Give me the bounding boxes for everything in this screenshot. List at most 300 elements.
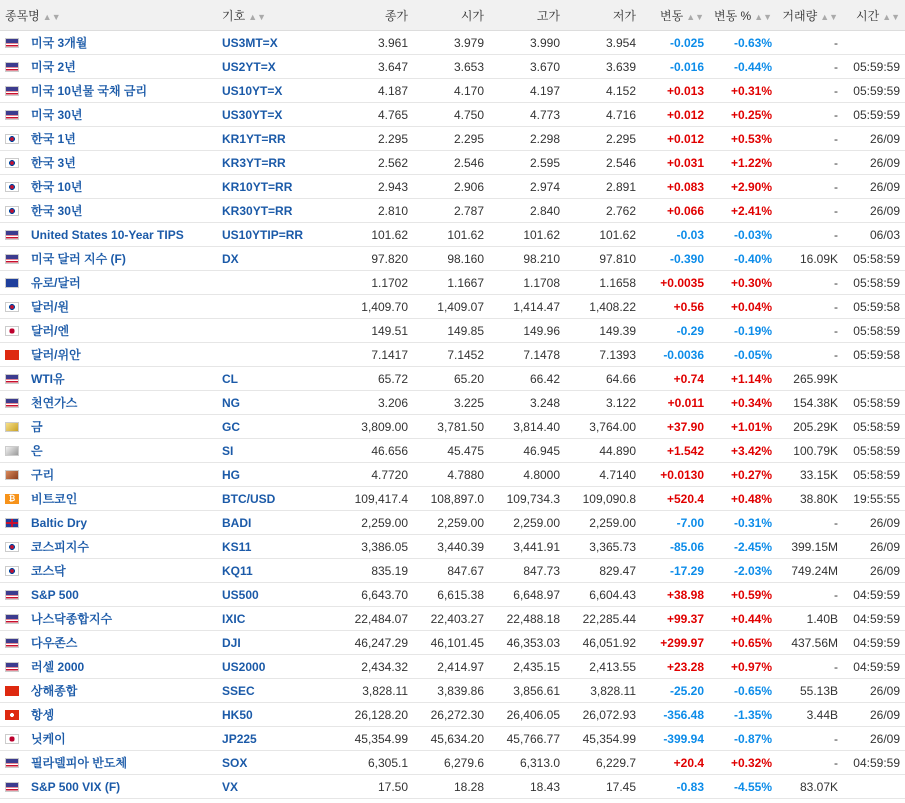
instrument-name-link[interactable]: 필라델피아 반도체 [31,756,128,770]
volume-cell: - [777,79,843,103]
flag-cell [0,175,26,199]
table-row[interactable] [0,31,905,55]
instrument-name-link[interactable]: 러셀 2000 [31,660,85,674]
instrument-name-link[interactable]: 미국 달러 지수 (F) [31,252,126,266]
symbol-link[interactable]: HK50 [222,707,253,722]
open-cell: 6,615.38 [413,583,489,607]
col-header-change-pct[interactable] [709,0,777,31]
instrument-name-cell [26,247,217,271]
instrument-name-link[interactable]: 달러/엔 [31,324,70,338]
close-cell: 2,259.00 [327,511,413,535]
instrument-name-link[interactable]: 유로/달러 [31,276,81,290]
high-cell: 2.595 [489,151,565,175]
volume-cell: 399.15M [777,535,843,559]
copper-icon [5,470,19,480]
change-pct-cell: -0.05% [709,343,777,367]
table-row[interactable] [0,463,905,487]
col-header-name-label: 종목명 [5,8,40,23]
close-cell: 7.1417 [327,343,413,367]
low-cell: 7.1393 [565,343,641,367]
change-pct-cell: +1.14% [709,367,777,391]
symbol-link[interactable]: KR30YT=RR [222,203,293,218]
time-cell: 04:59:59 [843,607,905,631]
low-cell: 64.66 [565,367,641,391]
col-header-symbol[interactable] [217,0,327,31]
symbol-cell [217,319,327,343]
table-row[interactable] [0,103,905,127]
kr-flag-icon [5,542,19,552]
symbol-cell [217,607,327,631]
volume-cell: - [777,343,843,367]
table-row[interactable] [0,391,905,415]
open-cell: 1,409.07 [413,295,489,319]
instrument-name-link[interactable]: 미국 10년물 국채 금리 [31,84,148,98]
change-pct-cell: -0.40% [709,247,777,271]
high-cell: 2,435.15 [489,655,565,679]
table-row[interactable] [0,223,905,247]
symbol-cell [217,559,327,583]
table-row[interactable] [0,583,905,607]
instrument-name-link[interactable]: 미국 30년 [31,108,83,122]
close-cell: 4.187 [327,79,413,103]
high-cell: 2.840 [489,199,565,223]
symbol-link[interactable]: SSEC [222,683,255,698]
sort-icon[interactable]: ▲▼ [248,11,267,22]
instrument-name-cell [26,295,217,319]
time-cell: 05:58:59 [843,439,905,463]
volume-cell: - [777,103,843,127]
low-cell: 2.762 [565,199,641,223]
open-cell: 46,101.45 [413,631,489,655]
open-cell: 108,897.0 [413,487,489,511]
change-cell: +0.031 [641,151,709,175]
volume-cell: 33.15K [777,463,843,487]
instrument-name-link[interactable]: 한국 3년 [31,156,76,170]
hk-flag-icon [5,710,19,720]
instrument-name-link[interactable]: 달러/원 [31,300,70,314]
close-cell: 65.72 [327,367,413,391]
volume-cell: 265.99K [777,367,843,391]
change-cell: +38.98 [641,583,709,607]
close-cell: 22,484.07 [327,607,413,631]
instrument-name-link[interactable]: 한국 10년 [31,180,83,194]
open-cell: 45,634.20 [413,727,489,751]
symbol-link[interactable]: KR3YT=RR [222,155,286,170]
instrument-name-link[interactable]: 은 [31,444,43,458]
symbol-link[interactable]: IXIC [222,611,246,626]
time-cell: 05:58:59 [843,247,905,271]
volume-cell: - [777,151,843,175]
low-cell: 6,604.43 [565,583,641,607]
table-row[interactable] [0,559,905,583]
col-header-volume[interactable] [777,0,843,31]
time-cell: 26/09 [843,559,905,583]
high-cell: 66.42 [489,367,565,391]
instrument-name-link[interactable]: S&P 500 VIX (F) [31,779,121,794]
table-row[interactable] [0,55,905,79]
volume-cell: - [777,199,843,223]
change-cell: +0.74 [641,367,709,391]
low-cell: 3.954 [565,31,641,55]
symbol-cell [217,439,327,463]
time-cell: 26/09 [843,679,905,703]
table-row[interactable] [0,127,905,151]
change-pct-cell: +0.32% [709,751,777,775]
col-header-change-pct-label: 변동 % [714,8,752,23]
high-cell: 4.8000 [489,463,565,487]
instrument-name-link[interactable]: 한국 30년 [31,204,83,218]
table-row[interactable] [0,439,905,463]
us-flag-icon [5,614,19,624]
low-cell: 26,072.93 [565,703,641,727]
flag-cell [0,655,26,679]
symbol-cell [217,415,327,439]
symbol-link[interactable]: SOX [222,755,248,770]
symbol-link[interactable]: US2YT=X [222,59,276,74]
table-row[interactable] [0,247,905,271]
instrument-name-link[interactable]: 코스닥 [31,564,66,578]
open-cell: 2.546 [413,151,489,175]
instrument-name-cell [26,199,217,223]
symbol-link[interactable]: SI [222,443,234,458]
us-flag-icon [5,230,19,240]
change-pct-cell: -0.03% [709,223,777,247]
symbol-link[interactable]: BTC/USD [222,491,276,506]
instrument-name-link[interactable]: 항셍 [31,708,55,722]
sort-icon[interactable]: ▲▼ [882,11,901,22]
symbol-cell [217,295,327,319]
table-row[interactable] [0,631,905,655]
table-body [0,31,905,799]
symbol-link[interactable]: US30YT=X [222,107,283,122]
open-cell: 22,403.27 [413,607,489,631]
table-row[interactable] [0,775,905,799]
change-cell: +0.56 [641,295,709,319]
change-cell: +1.542 [641,439,709,463]
volume-cell: - [777,175,843,199]
high-cell: 6,648.97 [489,583,565,607]
sort-icon[interactable]: ▲▼ [754,11,773,22]
table-row[interactable] [0,79,905,103]
low-cell: 3.122 [565,391,641,415]
low-cell: 44.890 [565,439,641,463]
time-cell: 26/09 [843,127,905,151]
symbol-cell [217,391,327,415]
high-cell: 101.62 [489,223,565,247]
time-cell: 05:58:59 [843,463,905,487]
symbol-cell [217,223,327,247]
flag-cell [0,223,26,247]
open-cell: 2.787 [413,199,489,223]
open-cell: 4.750 [413,103,489,127]
instrument-name-cell [26,151,217,175]
table-row[interactable] [0,655,905,679]
volume-cell: - [777,271,843,295]
flag-cell [0,775,26,799]
volume-cell: 100.79K [777,439,843,463]
high-cell: 2,259.00 [489,511,565,535]
instrument-name-cell [26,103,217,127]
col-header-high[interactable]: 고가 [489,0,565,31]
symbol-link[interactable]: US3MT=X [222,35,278,50]
symbol-link[interactable]: KR10YT=RR [222,179,293,194]
symbol-link[interactable]: GC [222,419,241,434]
col-header-close[interactable]: 종가 [327,0,413,31]
change-cell: -0.83 [641,775,709,799]
change-cell: +0.083 [641,175,709,199]
symbol-cell [217,463,327,487]
close-cell: 26,128.20 [327,703,413,727]
change-pct-cell: +0.65% [709,631,777,655]
change-pct-cell: +0.53% [709,127,777,151]
change-pct-cell: +0.27% [709,463,777,487]
instrument-name-cell [26,79,217,103]
low-cell: 149.39 [565,319,641,343]
table-row[interactable] [0,367,905,391]
table-row[interactable] [0,703,905,727]
col-header-name[interactable] [0,0,217,31]
instrument-name-link[interactable]: United States 10-Year TIPS [31,227,184,242]
symbol-cell [217,199,327,223]
flag-cell [0,367,26,391]
open-cell: 3,839.86 [413,679,489,703]
instrument-name-link[interactable]: 닛케이 [31,732,66,746]
us-flag-icon [5,638,19,648]
instrument-name-cell [26,319,217,343]
high-cell: 847.73 [489,559,565,583]
change-cell: +23.28 [641,655,709,679]
symbol-cell [217,487,327,511]
close-cell: 3.206 [327,391,413,415]
volume-cell: - [777,127,843,151]
volume-cell: - [777,55,843,79]
instrument-name-cell [26,751,217,775]
time-cell: 05:58:59 [843,319,905,343]
close-cell: 97.820 [327,247,413,271]
low-cell: 3.639 [565,55,641,79]
change-pct-cell: +1.01% [709,415,777,439]
us-flag-icon [5,398,19,408]
instrument-name-link[interactable]: 천연가스 [31,396,78,410]
time-cell: 26/09 [843,199,905,223]
volume-cell: - [777,31,843,55]
kr-flag-icon [5,566,19,576]
instrument-name-link[interactable]: 금 [31,420,43,434]
table-row[interactable] [0,271,905,295]
close-cell: 46,247.29 [327,631,413,655]
instrument-name-cell [26,343,217,367]
symbol-link[interactable]: VX [222,779,239,794]
change-cell: -0.025 [641,31,709,55]
instrument-name-cell [26,55,217,79]
volume-cell: 38.80K [777,487,843,511]
volume-cell: - [777,295,843,319]
eu-flag-icon [5,278,19,288]
change-pct-cell: -0.63% [709,31,777,55]
symbol-link[interactable]: BADI [222,515,252,530]
instrument-name-link[interactable]: 미국 3개월 [31,36,88,50]
symbol-cell [217,247,327,271]
close-cell: 3,828.11 [327,679,413,703]
table-row[interactable] [0,751,905,775]
jp-flag-icon [5,734,19,744]
symbol-link[interactable]: KR1YT=RR [222,131,286,146]
flag-cell [0,751,26,775]
symbol-link[interactable]: HG [222,467,241,482]
symbol-link[interactable]: KQ11 [222,563,253,578]
symbol-cell [217,127,327,151]
change-cell: -85.06 [641,535,709,559]
instrument-name-cell [26,535,217,559]
close-cell: 17.50 [327,775,413,799]
table-row[interactable] [0,511,905,535]
low-cell: 3,365.73 [565,535,641,559]
sort-icon[interactable]: ▲▼ [820,11,839,22]
sort-icon[interactable]: ▲▼ [686,11,705,22]
change-cell: -7.00 [641,511,709,535]
kr-flag-icon [5,182,19,192]
low-cell: 2.891 [565,175,641,199]
table-row[interactable] [0,487,905,511]
close-cell: 4.765 [327,103,413,127]
volume-cell: - [777,751,843,775]
change-cell: -0.03 [641,223,709,247]
change-pct-cell: +3.42% [709,439,777,463]
col-header-open[interactable]: 시가 [413,0,489,31]
table-row[interactable] [0,199,905,223]
open-cell: 2,414.97 [413,655,489,679]
time-cell: 05:58:59 [843,271,905,295]
table-row[interactable] [0,295,905,319]
instrument-name-link[interactable]: S&P 500 [31,587,79,602]
symbol-link[interactable]: DJI [222,635,241,650]
symbol-cell [217,367,327,391]
volume-cell: - [777,583,843,607]
us-flag-icon [5,110,19,120]
symbol-cell [217,775,327,799]
symbol-cell [217,271,327,295]
time-cell: 04:59:59 [843,655,905,679]
table-row[interactable] [0,151,905,175]
symbol-link[interactable]: KS11 [222,539,252,554]
table-row[interactable] [0,607,905,631]
table-row[interactable] [0,319,905,343]
instrument-name-link[interactable]: 다우존스 [31,636,78,650]
instrument-name-cell [26,223,217,247]
symbol-link[interactable]: US10YT=X [222,83,283,98]
symbol-cell [217,343,327,367]
time-cell: 26/09 [843,175,905,199]
close-cell: 46.656 [327,439,413,463]
change-pct-cell: +2.90% [709,175,777,199]
symbol-link[interactable]: NG [222,395,241,410]
flag-cell [0,31,26,55]
instrument-name-link[interactable]: 상해종합 [31,684,78,698]
instrument-name-cell [26,583,217,607]
open-cell: 101.62 [413,223,489,247]
symbol-cell [217,703,327,727]
bitcoin-icon: ₿ [5,494,19,504]
volume-cell: - [777,655,843,679]
time-cell: 05:59:58 [843,295,905,319]
volume-cell: - [777,223,843,247]
symbol-link[interactable]: US500 [222,587,259,602]
flag-cell [0,487,26,511]
table-row[interactable] [0,679,905,703]
us-flag-icon [5,662,19,672]
instrument-name-link[interactable]: 코스피지수 [31,540,89,554]
sort-icon[interactable]: ▲▼ [42,11,61,22]
symbol-link[interactable]: CL [222,371,239,386]
instrument-name-link[interactable]: 비트코인 [31,492,78,506]
table-row[interactable] [0,727,905,751]
low-cell: 101.62 [565,223,641,247]
open-cell: 7.1452 [413,343,489,367]
open-cell: 1.1667 [413,271,489,295]
instrument-name-link[interactable]: 나스닥종합지수 [31,612,113,626]
time-cell: 06/03 [843,223,905,247]
table-row[interactable] [0,175,905,199]
col-header-change[interactable] [641,0,709,31]
symbol-link[interactable]: JP225 [222,731,257,746]
open-cell: 65.20 [413,367,489,391]
instrument-name-link[interactable]: 달러/위안 [31,348,81,362]
low-cell: 109,090.8 [565,487,641,511]
instrument-name-link[interactable]: 한국 1년 [31,132,76,146]
flag-cell [0,415,26,439]
change-pct-cell: +1.22% [709,151,777,175]
instrument-name-cell [26,175,217,199]
close-cell: 1.1702 [327,271,413,295]
open-cell: 3.653 [413,55,489,79]
open-cell: 26,272.30 [413,703,489,727]
flag-cell [0,79,26,103]
col-header-low[interactable]: 저가 [565,0,641,31]
change-pct-cell: -0.44% [709,55,777,79]
table-row[interactable] [0,343,905,367]
symbol-link[interactable]: DX [222,251,239,266]
instrument-name-link[interactable]: WTI유 [31,372,65,386]
flag-cell [0,199,26,223]
change-cell: +520.4 [641,487,709,511]
open-cell: 6,279.6 [413,751,489,775]
us-flag-icon [5,62,19,72]
table-row[interactable] [0,415,905,439]
high-cell: 46.945 [489,439,565,463]
symbol-link[interactable]: US10YTIP=RR [222,227,304,242]
high-cell: 3,441.91 [489,535,565,559]
flag-cell [0,247,26,271]
instrument-name-link[interactable]: 미국 2년 [31,60,76,74]
instrument-name-cell [26,439,217,463]
high-cell: 4.773 [489,103,565,127]
high-cell: 2.298 [489,127,565,151]
table-row[interactable] [0,535,905,559]
instrument-name-link[interactable]: 구리 [31,468,55,482]
change-cell: -0.016 [641,55,709,79]
change-cell: +0.0035 [641,271,709,295]
symbol-link[interactable]: US2000 [222,659,266,674]
symbol-cell [217,655,327,679]
instrument-name-link[interactable]: Baltic Dry [31,515,88,530]
col-header-time[interactable] [843,0,905,31]
low-cell: 17.45 [565,775,641,799]
flag-cell [0,463,26,487]
change-cell: -399.94 [641,727,709,751]
flag-cell [0,631,26,655]
change-cell: -356.48 [641,703,709,727]
close-cell: 45,354.99 [327,727,413,751]
